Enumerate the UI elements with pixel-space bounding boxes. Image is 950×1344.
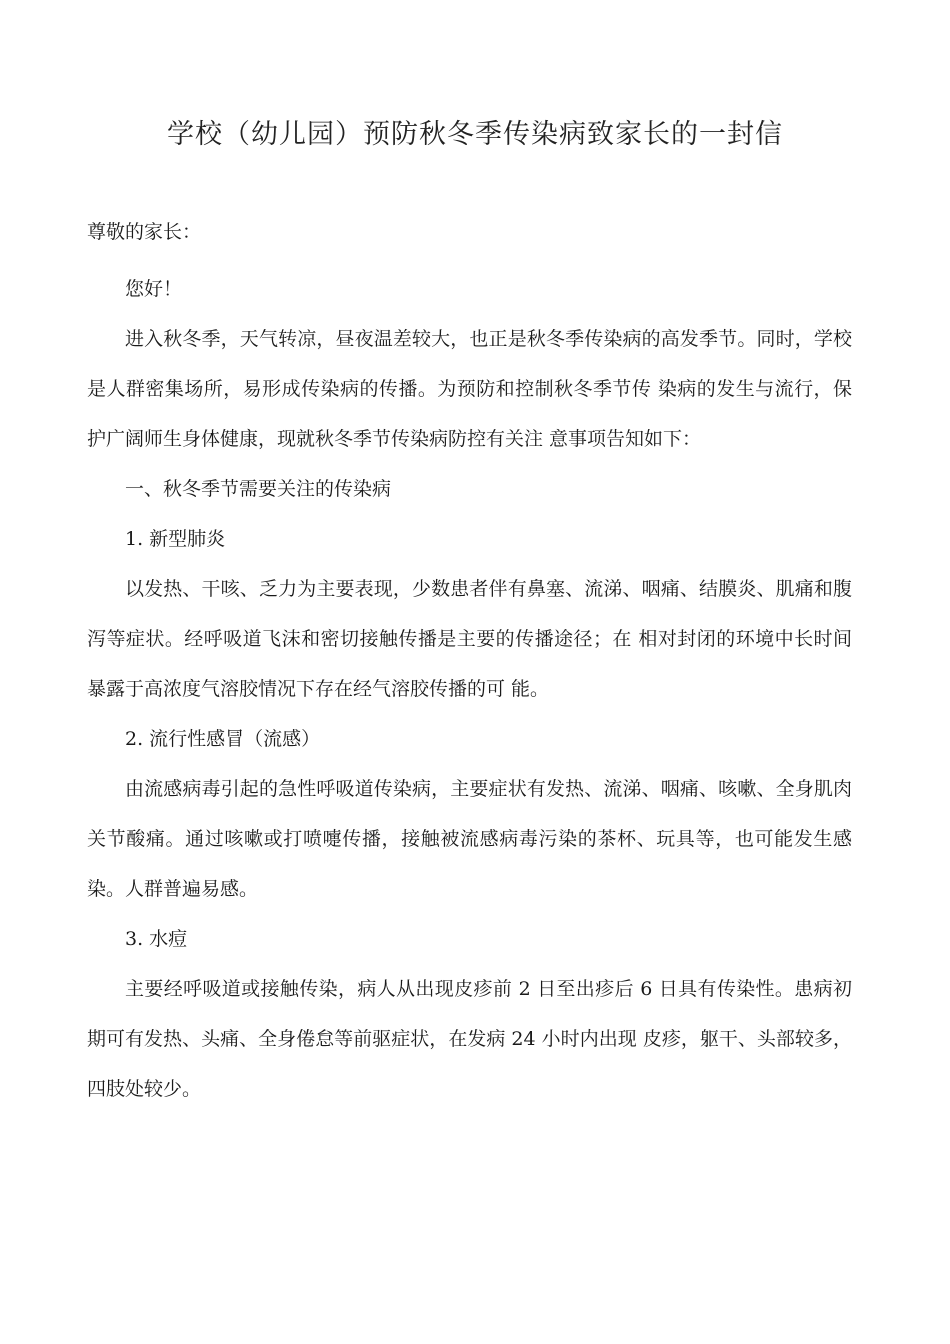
- item-heading-1: 1. 新型肺炎: [125, 528, 226, 550]
- intro-paragraph: 进入秋冬季，天气转凉，昼夜温差较大，也正是秋冬季传染病的高发季节。同时，学校是人群密集场所，易形成传染病的传播。为预防和控制秋冬季节传 染病的发生与流行，保护广阔师生身体健康，现就秋冬季节传染病防控有关注 意事项告知如下：: [87, 328, 852, 450]
- item-heading-3: 3. 水痘: [125, 928, 188, 950]
- item-paragraph-2: 由流感病毒引起的急性呼吸道传染病，主要症状有发热、流涕、咽痛、咳嗽、全身肌肉关节酸痛。通过咳嗽或打喷嚏传播，接触被流感病毒污染的茶杯、玩具等，也可能发生感染。人群普遍易感。: [87, 778, 852, 900]
- section-heading: 一、秋冬季节需要关注的传染病: [125, 478, 392, 500]
- salutation: 尊敬的家长：: [87, 221, 202, 243]
- item-paragraph-1: 以发热、干咳、乏力为主要表现，少数患者伴有鼻塞、流涕、咽痛、结膜炎、肌痛和腹泻等症状。经呼吸道飞沫和密切接触传播是主要的传播途径；在 相对封闭的环境中长时间暴露于高浓度气溶胶情况下存在经气溶胶传播的可 能。: [87, 578, 852, 700]
- item-paragraph-3: 主要经呼吸道或接触传染，病人从出现皮疹前 2 日至出疹后 6 日具有传染性。患病初期可有发热、头痛、全身倦怠等前驱症状，在发病 24 小时内出现 皮疹，躯干、头部较多，四肢处较少。: [87, 978, 852, 1100]
- item-heading-2: 2. 流行性感冒（流感）: [125, 728, 321, 750]
- document-title: 学校（幼儿园）预防秋冬季传染病致家长的一封信: [167, 119, 783, 150]
- greeting: 您好！: [125, 278, 183, 300]
- letter-body: [87, 264, 852, 1114]
